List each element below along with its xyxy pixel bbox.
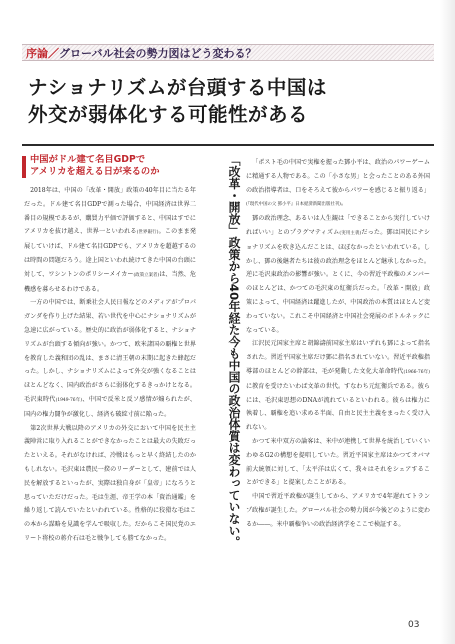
paragraph: 中国で習近平政権が誕生してから、アメリカで4年遅れてトランプ政権が誕生した。グローバル社会の勢力図が今後どのように変わるか――。米中覇権争いの政治経済学をここで検証する。 [246, 493, 430, 528]
paragraph: 鄧の政治理念、あるいは人生観は「できることから実行していければいい」とのプラグマティズム(実用主義)だった。鄧は国民にナショナリズムを吹き込んだことは、ほぼなかったといわれている。しかし、鄧の後継者たちは彼の政治理念をほとんど継承しなかった。逆に毛沢東政治の影響が強い。とくに、今の習近平政権のメンバーのほとんどは、かつての毛沢東の紅衛兵だった。「改革・開放」政策によって、中国経済は躍進したが、中国政治の本質はほとんど変わっていない。これこそ中国経済と中国社会発展のボトルネックになっている。 [246, 215, 430, 334]
page-edge-shadow [440, 0, 455, 644]
paragraph: 江沢民元国家主席と胡錦濤前国家主席はいずれも鄧によって指名された。習近平国家主席だけ鄧に指名されていない。習近平政権指導部のほとんどの幹部は、毛が発動した文化大革命時代(1966-76年)に教育を受けたいわば文革の世代。すなわち元紅衛兵である。彼らには、毛沢東思想のDNAが流れているといわれる。彼らは権力に執着し、覇権を追い求める半面、自由と民主主義をまったく受け入れない。 [246, 340, 431, 432]
paragraph: 2018年は、中国の「改革・開放」政策の40年目に当たる年だった。ドル建て名目GDPで測った場合、中国経済は世界二番目の規模であるが、購買力平価で評価すると、中国はすでにアメリカを抜け越え、世界一といわれる(世界銀行)。このまま発展していけば、ドル建て名目GDPでも、アメリカを超越するのは時間の問題だろう。途上国といわれ続けてきた中国の台頭に対して、ワシントンのポリシーメイカー(政策立案者)は、当然、危機感を募らせるわけである。 [24, 187, 196, 293]
subhead-marker [22, 156, 26, 178]
body-column-left [24, 184, 196, 546]
body-column-right [246, 156, 430, 532]
page-number: 03 [408, 620, 420, 630]
section-subhead [30, 154, 192, 178]
paragraph: 「ポスト毛の中国で実権を握った鄧小平は、政治のパワーゲームに精通する人物である。この「小さな男」と会ったことのある外国の政治指導者は、口をそろえて彼からパワーを感じると振り返る」(『現代中国の父 鄧小平』日本経済新聞出版社刊)。 [246, 159, 430, 208]
subhead-line-2: アメリカを超える日が来るのか [30, 166, 160, 177]
headline-line-2: 外交が弱体化する可能性がある [28, 103, 309, 126]
banner-prefix: 序論／ [26, 47, 59, 60]
paragraph: かつて米中双方の論客は、米中が連携して世界を統治していくいわゆるG2の構想を提唱していた。習近平国家主席はかつてオバマ前大統領に対して、「太平洋は広くて、我々はそれをシェアすることができる」と提案したことがある。 [246, 437, 430, 487]
headline-divider [22, 144, 434, 146]
page-headline [28, 74, 428, 128]
pull-quote: 「改革・開放」政策から40年経た今も中国の政治体質は変わっていない。 [227, 154, 241, 549]
paragraph: 第2次世界大戦以降のアメリカの外交において中国を民主主義陣営に取り入れることができなかったことは最大の失敗だったといえる。それがなければ、冷戦はもっと早く終結したのかもしれない。毛沢東は農民一揆のリーダーとして、建前では人民を解放するといったが、実際は独自身が「皇帝」になろうと思っていただけだった。毛は生涯、帝王学の本「資治通鑑」を繰り返して読んでいたといわれている。性格的に狡猾な毛はこの本から謀略を見識を学んで吸収した。だからこそ国民党のエリート将校の蒋介石は毛と戦争しても勝てなかった。 [24, 424, 196, 542]
section-banner [22, 44, 434, 61]
paragraph: 一方の中国では、断乗社会人民日報などのメディアがプロパガンダを作り上げた結果、若い世代を中心にナショナリズムが急速に広がっている。歴史的に政治が弱体化すると、ナショナリズムが台頭する傾向が強い。かつて、欧米諸国の覇権と世界を教育した義和団の乱は、まさに清王朝の末期に起きた蜂起だった。しかし、ナショナリズムによって外交が強くなることはほとんどなく、国内政治がさらに弱体化するきっかけとなる。毛沢東時代(1949-76年)、中国で反米と反ソ感情が煽られたが、国内の権力闘争が激化し、経済も破綻寸前に陥った。 [24, 299, 197, 418]
headline-line-1: ナショナリズムが台頭する中国は [28, 76, 327, 99]
subhead-line-1: 中国がドル建て名目GDPで [30, 154, 146, 165]
banner-title: グローバル社会の勢力図はどう変わる？ [59, 47, 257, 60]
